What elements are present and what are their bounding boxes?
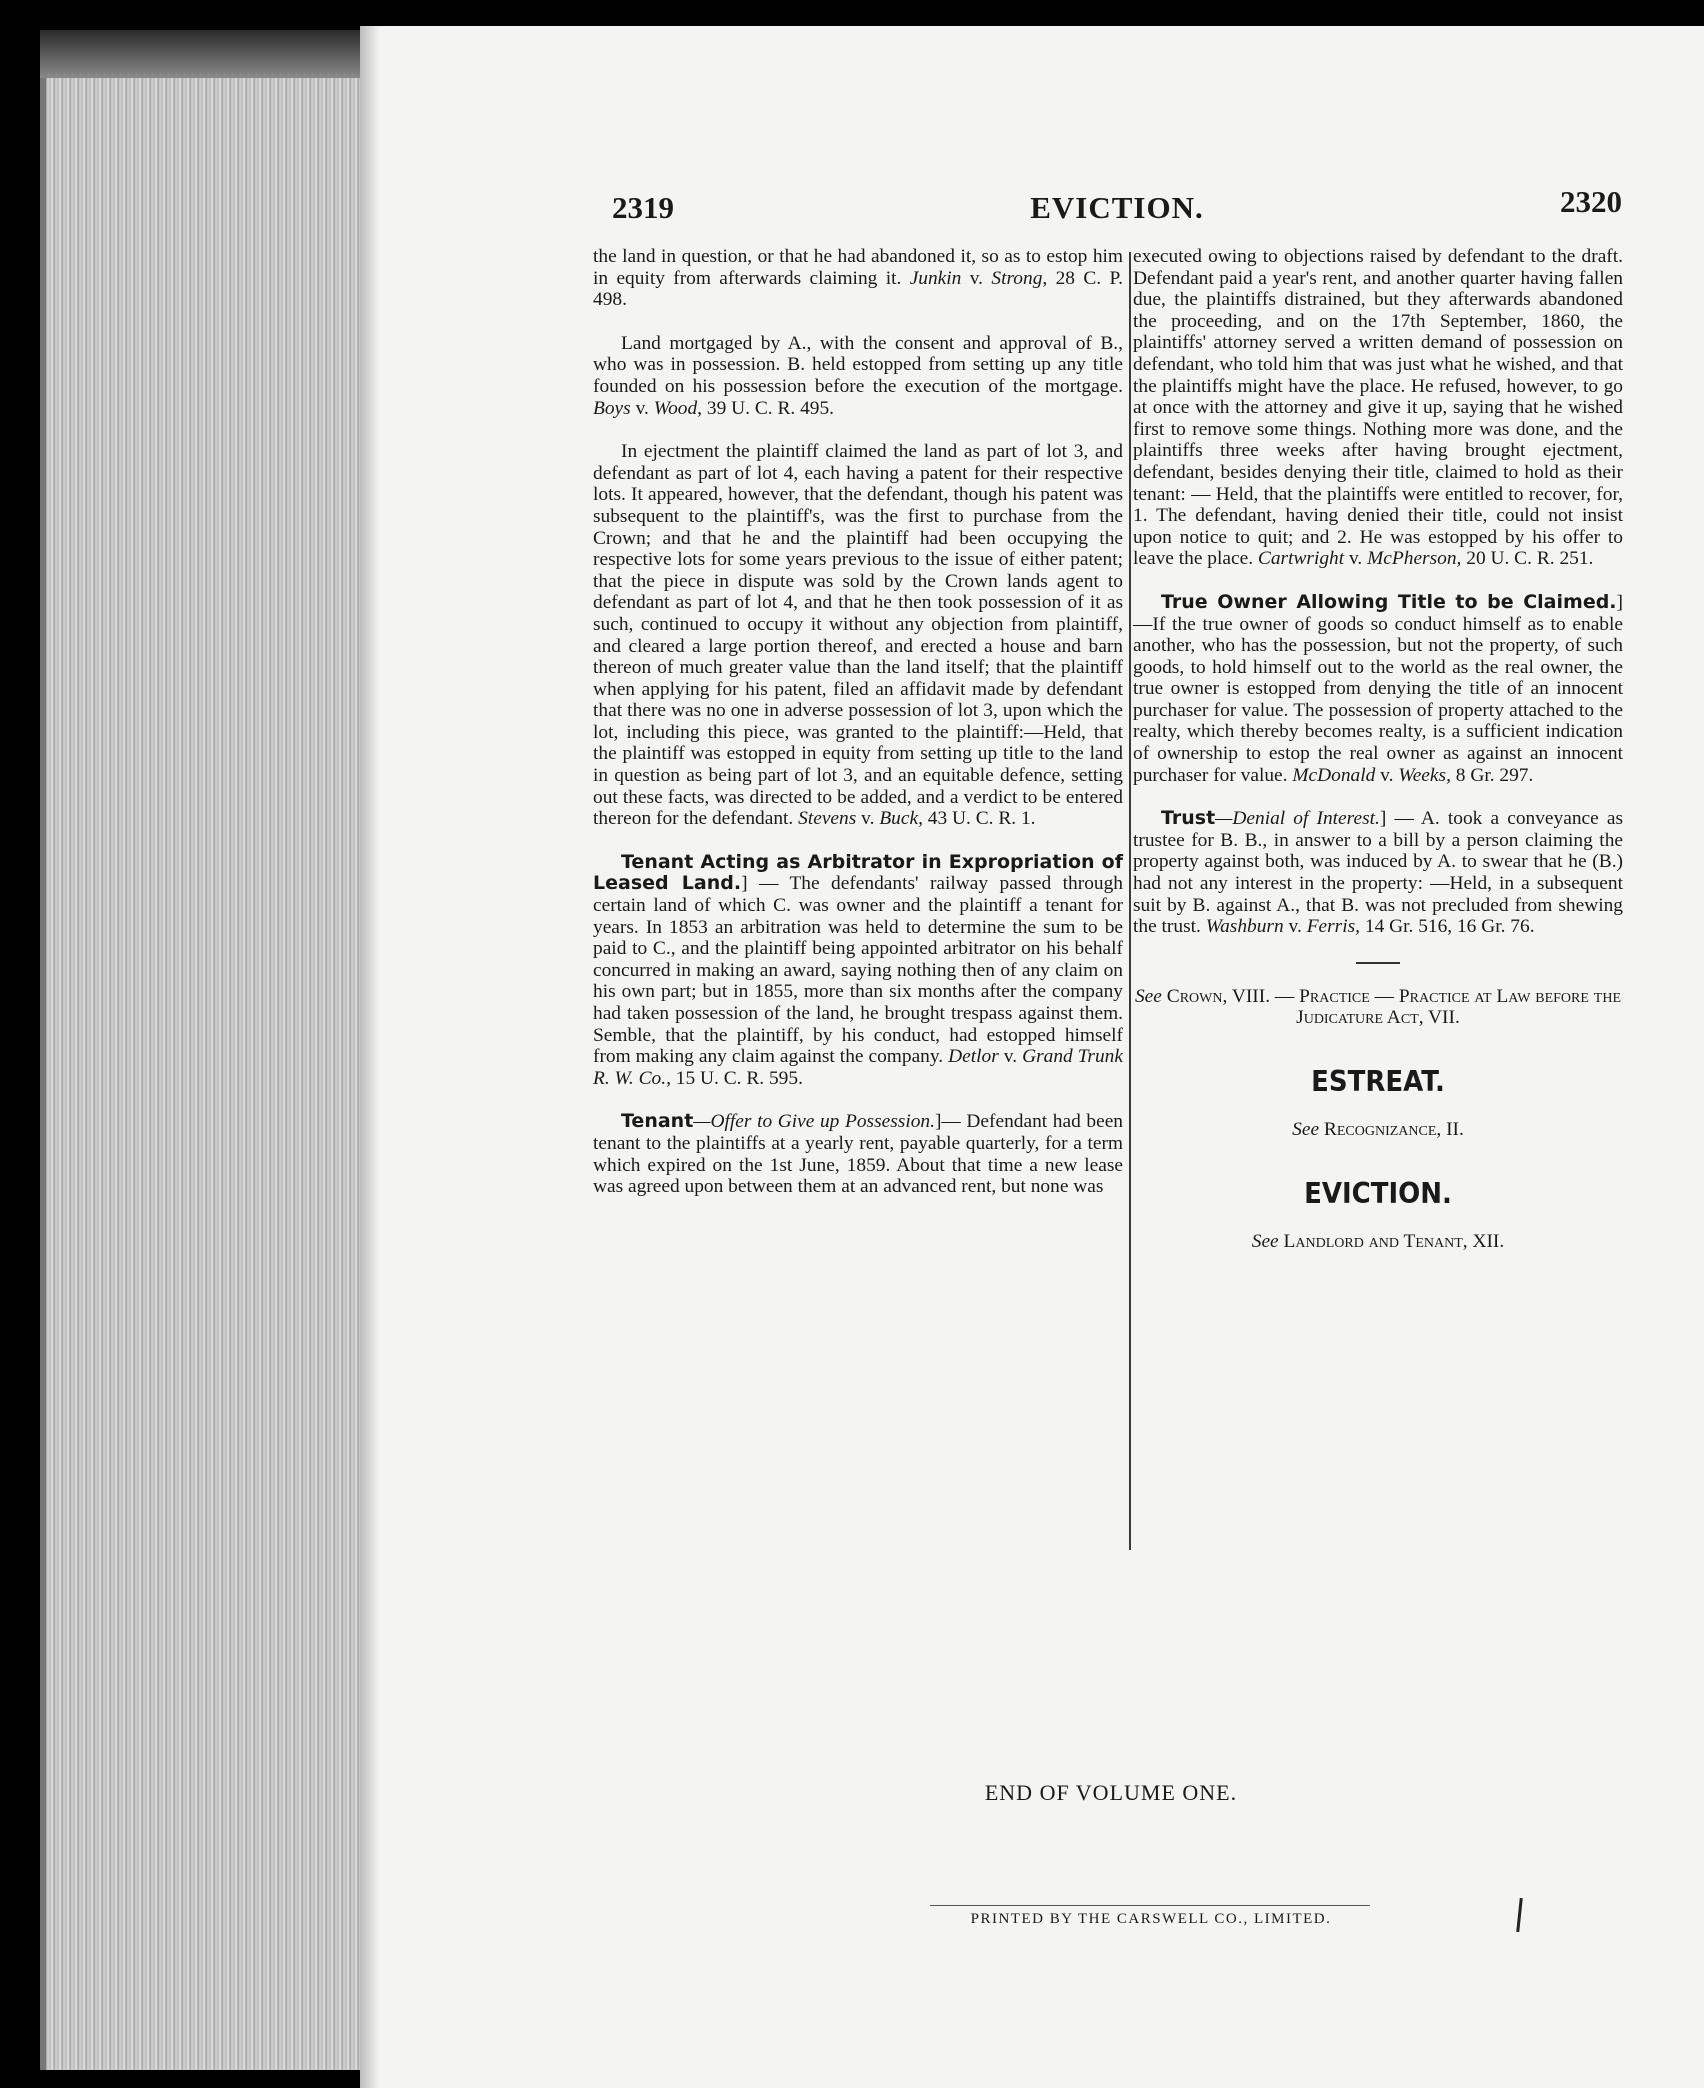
paragraph: Tenant—Offer to Give up Possession.]— Defendant had been tenant to the plaintiffs at a yearly rent, payable quarterly, for a term which expired on the 1st June, 1859. About that time a new lease was agreed upon between them at an advanced rent, but none was	[593, 1110, 1123, 1198]
paragraph: True Owner Allowing Title to be Claimed.]—If the true owner of goods so conduct himself as to enable another, who has the possession, but not the property, of such goods, to hold himself out to the world as the real owner, the true owner is estopped from denying the title of an innocent purchaser for value. The possession of property attached to the realty, which thereby becomes realty, is a sufficient indication of ownership to estop the real owner as against an innocent purchaser for value. McDonald v. Weeks, 8 Gr. 297.	[1133, 590, 1623, 786]
case-citation: Cartwright	[1257, 548, 1345, 570]
case-citation: McDonald	[1292, 764, 1376, 786]
section-heading: Trust	[1161, 807, 1216, 830]
left-column	[593, 246, 1123, 1198]
section-heading: Tenant Acting as Arbitrator in Expropriation of Leased Land.	[593, 850, 1123, 895]
paragraph: the land in question, or that he had abandoned it, so as to estop him in equity from afterwards claiming it. Junkin v. Strong, 28 C. P. 498.	[593, 246, 1123, 311]
running-title: EVICTION.	[1030, 190, 1204, 225]
case-citation: Detlor	[948, 1046, 999, 1068]
imprint-rule	[930, 1905, 1370, 1906]
entry-title-estreat: ESTREAT.	[1311, 1065, 1445, 1099]
case-citation: Washburn	[1205, 916, 1284, 938]
running-header	[612, 184, 1622, 230]
page-number-right: 2320	[1560, 184, 1622, 219]
book-page-edges	[40, 30, 368, 2070]
page-number-left: 2319	[612, 190, 674, 225]
case-citation: Boys	[593, 397, 631, 419]
cross-reference: See Landlord and Tenant, XII.	[1251, 1230, 1505, 1252]
section-heading: True Owner Allowing Title to be Claimed.	[1161, 590, 1617, 613]
end-of-volume-note: END OF VOLUME ONE.	[984, 1780, 1238, 1805]
right-column	[1133, 246, 1623, 1252]
paragraph: executed owing to objections raised by defendant to the draft. Defendant paid a year's rent, and another quarter having fallen due, the plaintiffs distrained, but they afterwards abandoned the proceeding, and on the 17th September, 1860, the plaintiffs' attorney served a written demand of possession on defendant, who told him that was just what he wished, and that the plaintiffs might have the place. He refused, however, to go at once with the attorney and give it up, saying that he wished first to remove some things. Nothing more was done, and the plaintiffs three weeks after having brought ejectment, defendant, besides denying their title, claimed to hold as their tenant: — Held, that the plaintiffs were entitled to recover, for, 1. The defendant, having denied their title, could not insist upon notice to quit; and 2. He was estopped by his offer to leave the place. Cartwright v. McPherson, 20 U. C. R. 251.	[1133, 246, 1623, 570]
section-rule	[1356, 962, 1400, 964]
paragraph: Tenant Acting as Arbitrator in Expropriation of Leased Land.] — The defendants' railway passed through certain land of which C. was owner and the plaintiff a tenant for years. In 1853 an arbitration was held to determine the sum to be paid to C., and the plaintiff being appointed arbitrator on his behalf concurred in making an award, saying nothing then of any claim on his own part; but in 1855, more than six months after the company had taken possession of the land, he brought trespass against them. Semble, that the plaintiff, by his conduct, had estopped himself from making any claim against the company. Detlor v. Grand Trunk R. W. Co., 15 U. C. R. 595.	[593, 850, 1123, 1089]
book-edge-shadow	[40, 30, 362, 78]
cross-reference: See Recognizance, II.	[1292, 1119, 1464, 1140]
page-gutter-shadow	[360, 26, 380, 2088]
paragraph: In ejectment the plaintiff claimed the land as part of lot 3, and defendant as part of lot 4, each having a patent for their respective lots. It appeared, however, that the defendant, though his patent was subsequent to the plaintiff's, was the first to purchase from the Crown; and that he and the plaintiff had been occupying the respective lots for some years previous to the issue of either patent; that the piece in dispute was sold by the Crown lands agent to defendant as part of lot 4, and that he then took possession of it as such, continued to occupy it without any objection from plaintiff, and cleared a large portion thereof, and erected a house and barn thereon of much greater value than the land itself; that the plaintiff when applying for his patent, filed an affidavit made by defendant that there was no one in adverse possession of lot 3, upon which the lot, including this piece, was granted to the plaintiff:—Held, that the plaintiff was estopped in equity from setting up title to the land in question as being part of lot 3, and an equitable defence, setting out these facts, was directed to be added, and a verdict to be entered thereon for the defendant. Stevens v. Buck, 43 U. C. R. 1.	[593, 441, 1123, 830]
case-citation: Junkin	[909, 267, 962, 289]
printer-imprint: PRINTED BY THE CARSWELL CO., LIMITED.	[970, 1911, 1332, 1927]
case-citation: Stevens	[798, 808, 857, 830]
cross-reference: See Crown, VIII. — Practice — Practice at Law before the Judicature Act, VII.	[1134, 985, 1621, 1029]
entry-title-eviction: EVICTION.	[1304, 1177, 1452, 1211]
paragraph: Land mortgaged by A., with the consent and approval of B., who was in possession. B. held estopped from setting up any title founded on his possession before the execution of the mortgage. Boys v. Wood, 39 U. C. R. 495.	[593, 332, 1123, 419]
paragraph: Trust—Denial of Interest.] — A. took a conveyance as trustee for B. B., in answer to a bill by a person claiming the property against both, was induced by A. to swear that he (B.) had not any interest in the property: —Held, in a subsequent suit by B. against A., that B. was not precluded from shewing the trust. Washburn v. Ferris, 14 Gr. 516, 16 Gr. 76.	[1133, 807, 1623, 938]
section-heading: Tenant	[621, 1110, 694, 1133]
column-divider	[1129, 252, 1131, 1550]
